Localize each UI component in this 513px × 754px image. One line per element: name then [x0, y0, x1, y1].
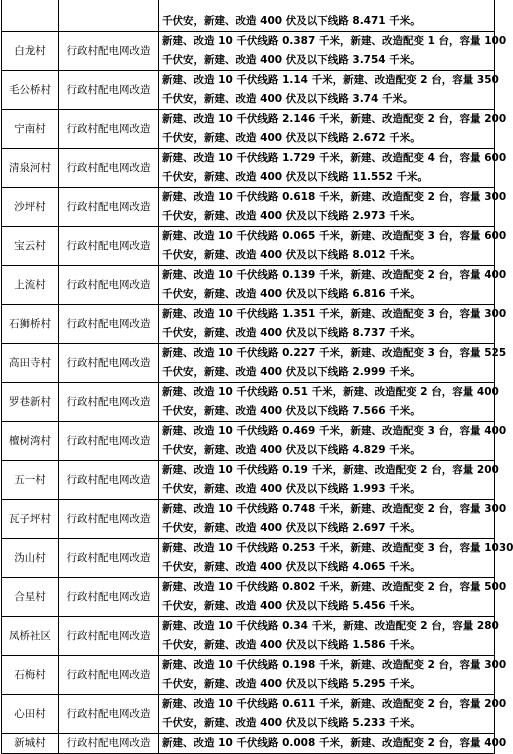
description-line-1: 新建、改造 10 千伏线路 0.387 千米，新建、改造配变 1 台，容量 100 [162, 35, 507, 47]
table-row [2, 266, 495, 305]
village-name-cell: 合星村 [2, 578, 59, 617]
project-type-cell: 行政村配电网改造 [59, 344, 159, 383]
description-line-2: 千伏安，新建、改造 400 伏及以下线路 4.829 千米。 [162, 444, 421, 456]
project-type-cell: 行政村配电网改造 [59, 578, 159, 617]
description-line-2: 千伏安，新建、改造 400 伏及以下线路 3.754 千米。 [162, 54, 421, 66]
description-line-1: 新建、改造 10 千伏线路 0.748 千米，新建、改造配变 2 台，容量 300 [162, 503, 507, 515]
description-cell [159, 227, 507, 266]
table-row [2, 188, 495, 227]
village-name-cell: 五一村 [2, 461, 59, 500]
table-row [2, 305, 495, 344]
description-line-2: 千伏安，新建、改造 400 伏及以下线路 8.737 千米。 [162, 327, 421, 339]
description-line-2: 千伏安，新建、改造 400 伏及以下线路 8.012 千米。 [162, 249, 421, 261]
village-name-cell: 瓦子坪村 [2, 500, 59, 539]
village-name-cell: 檀树湾村 [2, 422, 59, 461]
village-name-cell: 上流村 [2, 266, 59, 305]
description-line-1: 新建、改造 10 千伏线路 0.198 千米，新建、改造配变 2 台，容量 300 [162, 659, 507, 671]
description-line-2: 千伏安，新建、改造 400 伏及以下线路 11.552 千米。 [162, 171, 429, 183]
project-type-cell: 行政村配电网改造 [59, 539, 159, 578]
project-type-cell: 行政村配电网改造 [59, 617, 159, 656]
description-cell [159, 0, 495, 32]
description-line-1: 新建、改造 10 千伏线路 0.51 千米，新建、改造配变 2 台，容量 400 [162, 386, 499, 398]
project-type-cell: 行政村配电网改造 [59, 305, 159, 344]
description-cell [159, 383, 499, 422]
description-line-1: 新建、改造 10 千伏线路 0.008 千米，新建、改造配变 2 台，容量 400 [162, 737, 507, 749]
table-row [2, 539, 495, 578]
project-type-cell: 行政村配电网改造 [59, 383, 159, 422]
village-name-cell [2, 0, 59, 32]
project-type-cell: 行政村配电网改造 [59, 461, 159, 500]
project-type-cell: 行政村配电网改造 [59, 110, 159, 149]
description-line-1 [162, 0, 492, 12]
description-line-1: 新建、改造 10 千伏线路 0.34 千米，新建、改造配变 2 台，容量 280 [162, 620, 499, 632]
table-row [2, 149, 495, 188]
village-name-cell: 沩山村 [2, 539, 59, 578]
table-row [2, 656, 495, 695]
table-row [2, 578, 495, 617]
village-name-cell: 心田村 [2, 695, 59, 734]
description-line-2: 千伏安，新建、改造 400 伏及以下线路 2.973 千米。 [162, 210, 421, 222]
description-cell [159, 149, 507, 188]
description-cell [159, 71, 499, 110]
description-line-2: 千伏安，新建、改造 400 伏及以下线路 1.586 千米。 [162, 639, 421, 651]
description-line-1: 新建、改造 10 千伏线路 0.19 千米，新建、改造配变 2 台，容量 200 [162, 464, 499, 476]
description-line-2: 千伏安，新建、改造 400 伏及以下线路 5.295 千米。 [162, 678, 421, 690]
village-name-cell: 高田寺村 [2, 344, 59, 383]
project-type-cell: 行政村配电网改造 [59, 32, 159, 71]
project-type-cell: 行政村配电网改造 [59, 500, 159, 539]
description-cell [159, 656, 507, 695]
village-name-cell: 宝云村 [2, 227, 59, 266]
table-row [2, 383, 495, 422]
table-row-continued [2, 0, 495, 32]
description-cell [159, 305, 507, 344]
description-cell [159, 695, 507, 734]
project-type-cell: 行政村配电网改造 [59, 695, 159, 734]
description-cell [159, 539, 513, 578]
table-row [2, 500, 495, 539]
project-table [1, 0, 513, 754]
description-line-1: 新建、改造 10 千伏线路 0.469 千米，新建、改造配变 3 台，容量 400 [162, 425, 507, 437]
description-line-2: 千伏安，新建、改造 400 伏及以下线路 1.993 千米。 [162, 483, 421, 495]
description-cell [159, 110, 507, 149]
village-name-cell: 毛公桥村 [2, 71, 59, 110]
project-type-cell: 行政村配电网改造 [59, 422, 159, 461]
description-line-1: 新建、改造 10 千伏线路 1.729 千米，新建、改造配变 4 台，容量 600 [162, 152, 507, 164]
table-row [2, 422, 495, 461]
description-line-1: 新建、改造 10 千伏线路 0.227 千米，新建、改造配变 3 台，容量 525 [162, 347, 507, 359]
table-row [2, 71, 495, 110]
village-name-cell: 沙坪村 [2, 188, 59, 227]
description-line-1: 新建、改造 10 千伏线路 0.802 千米，新建、改造配变 2 台，容量 500 [162, 581, 507, 593]
village-name-cell: 凤桥社区 [2, 617, 59, 656]
project-type-cell [59, 0, 159, 32]
description-line-2: 千伏安，新建、改造 400 伏及以下线路 7.566 千米。 [162, 405, 421, 417]
description-cell [159, 734, 507, 754]
project-type-cell: 行政村配电网改造 [59, 656, 159, 695]
description-line-1: 新建、改造 10 千伏线路 0.139 千米，新建、改造配变 2 台，容量 400 [162, 269, 507, 281]
village-name-cell: 新城村 [2, 734, 59, 754]
description-cell [159, 500, 507, 539]
description-line-1: 新建、改造 10 千伏线路 0.065 千米，新建、改造配变 3 台，容量 600 [162, 230, 507, 242]
description-cell [159, 32, 507, 71]
description-line-1: 新建、改造 10 千伏线路 1.351 千米，新建、改造配变 3 台，容量 300 [162, 308, 507, 320]
description-line-1: 新建、改造 10 千伏线路 0.611 千米，新建、改造配变 2 台，容量 200 [162, 698, 507, 710]
description-line-1: 新建、改造 10 千伏线路 2.146 千米，新建、改造配变 2 台，容量 200 [162, 113, 507, 125]
project-type-cell: 行政村配电网改造 [59, 266, 159, 305]
description-line-2: 千伏安，新建、改造 400 伏及以下线路 6.816 千米。 [162, 288, 421, 300]
project-type-cell: 行政村配电网改造 [59, 149, 159, 188]
description-cell [159, 461, 499, 500]
table-row [2, 461, 495, 500]
table-row [2, 32, 495, 71]
village-name-cell: 清泉河村 [2, 149, 59, 188]
village-name-cell: 石狮桥村 [2, 305, 59, 344]
project-type-cell: 行政村配电网改造 [59, 227, 159, 266]
description-cell [159, 422, 507, 461]
project-type-cell: 行政村配电网改造 [59, 188, 159, 227]
table-row [2, 695, 495, 734]
village-name-cell: 白龙村 [2, 32, 59, 71]
description-line-1: 新建、改造 10 千伏线路 1.14 千米，新建、改造配变 2 台，容量 350 [162, 74, 499, 86]
description-line-1: 新建、改造 10 千伏线路 0.253 千米，新建、改造配变 3 台，容量 1030 [162, 542, 513, 554]
description-line-2: 千伏安，新建、改造 400 伏及以下线路 2.672 千米。 [162, 132, 421, 144]
description-cell [159, 617, 499, 656]
table-row [2, 227, 495, 266]
description-line-2: 千伏安，新建、改造 400 伏及以下线路 5.233 千米。 [162, 717, 421, 729]
description-line-2: 千伏安，新建、改造 400 伏及以下线路 3.74 千米。 [162, 93, 414, 105]
description-line-1: 新建、改造 10 千伏线路 0.618 千米，新建、改造配变 2 台，容量 300 [162, 191, 507, 203]
description-cell [159, 578, 507, 617]
description-line-2: 千伏安，新建、改造 400 伏及以下线路 8.471 千米。 [162, 15, 421, 27]
description-cell [159, 188, 507, 227]
table-row [2, 110, 495, 149]
table-row [2, 617, 495, 656]
village-name-cell: 罗巷新村 [2, 383, 59, 422]
project-type-cell: 行政村配电网改造 [59, 71, 159, 110]
description-line-2: 千伏安，新建、改造 400 伏及以下线路 2.999 千米。 [162, 366, 421, 378]
description-cell [159, 266, 507, 305]
village-name-cell: 石梅村 [2, 656, 59, 695]
table-row [2, 344, 495, 383]
table-row-partial [2, 734, 495, 754]
description-line-2: 千伏安，新建、改造 400 伏及以下线路 2.697 千米。 [162, 522, 421, 534]
description-line-2: 千伏安，新建、改造 400 伏及以下线路 4.065 千米。 [162, 561, 421, 573]
village-name-cell: 宁南村 [2, 110, 59, 149]
project-table-body [2, 0, 513, 754]
project-type-cell: 行政村配电网改造 [59, 734, 159, 754]
description-cell [159, 344, 507, 383]
description-line-2: 千伏安，新建、改造 400 伏及以下线路 5.456 千米。 [162, 600, 421, 612]
